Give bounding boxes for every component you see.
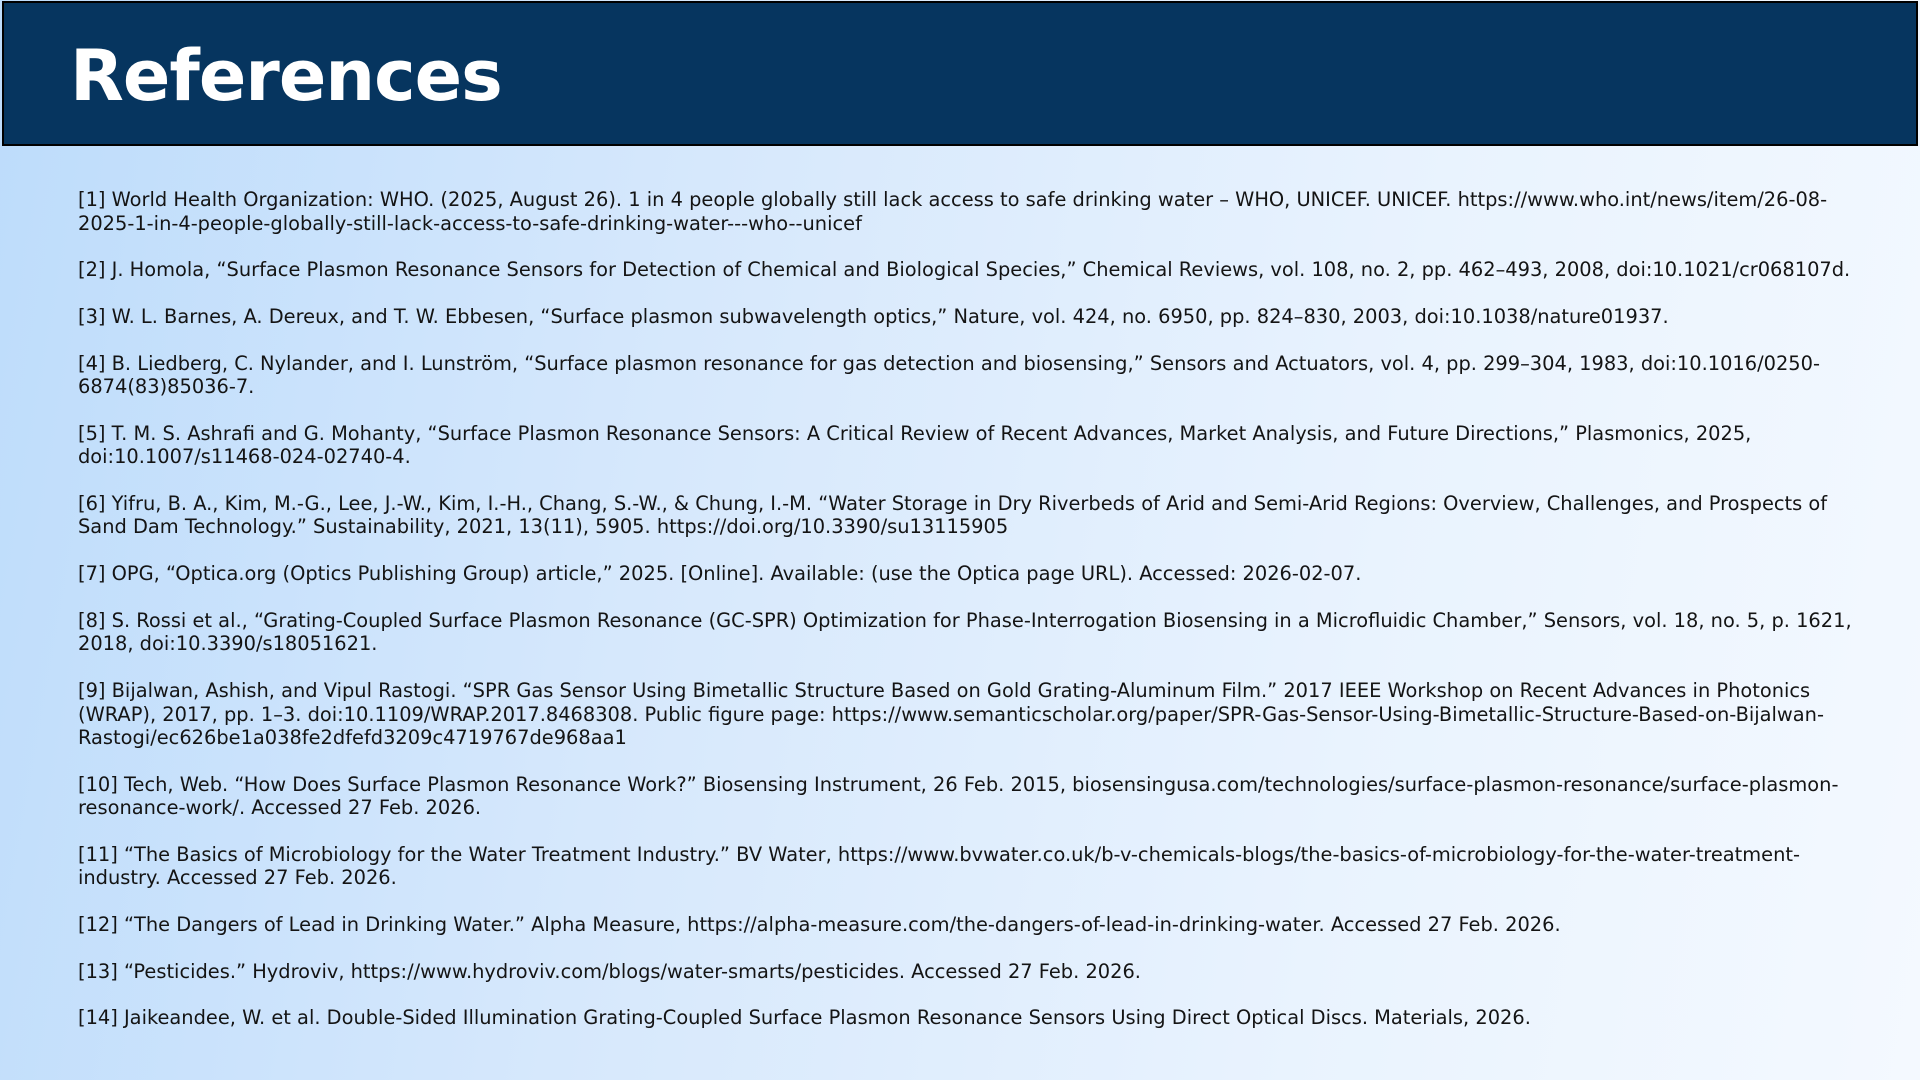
reference-item-14: [14] Jaikeandee, W. et al. Double-Sided Illumination Grating-Coupled Surface Plasmon Resonance Sensors Using Direct Optical Discs. Materials, 2026. xyxy=(78,1006,1531,1030)
page-title: References xyxy=(70,35,502,117)
reference-item-1: [1] World Health Organization: WHO. (2025, August 26). 1 in 4 people globally still lack access to safe drinking water – WHO, UNICEF. UNICEF. https://www.who.int/news/item/26-08-2025-1-in-4-people-globally-still-lack-access-to-safe-drinking-water---who--unicef xyxy=(78,188,1828,235)
reference-item-8: [8] S. Rossi et al., “Grating-Coupled Surface Plasmon Resonance (GC-SPR) Optimization for Phase-Interrogation Biosensing in a Microfluidic Chamber,” Sensors, vol. 18, no. 5, p. 1621, 2018, doi:10.3390/s18051621. xyxy=(78,608,1852,656)
reference-item-9: [9] Bijalwan, Ashish, and Vipul Rastogi. “SPR Gas Sensor Using Bimetallic Structure Based on Gold Grating-Aluminum Film.” 2017 IEEE Workshop on Recent Advances in Photonics (WRAP), 2017, pp. 1–3. doi:10.1109/WRAP.2017.8468308. Public figure page: https://www.semanticscholar.org/paper/SPR-Gas-Sensor-Using-Bimetallic-Structure-Based-on-Bijalwan-Rastogi/ec626be1a038fe2dfefd3209c4719767de968aa1 xyxy=(78,679,1824,749)
reference-item-11: [11] “The Basics of Microbiology for the Water Treatment Industry.” BV Water, https://www.bvwater.co.uk/b-v-chemicals-blogs/the-basics-of-microbiology-for-the-water-treatment-industry. Accessed 27 Feb. 2026. xyxy=(78,842,1800,890)
title-banner xyxy=(2,1,1918,146)
reference-item-12: [12] “The Dangers of Lead in Drinking Water.” Alpha Measure, https://alpha-measure.com/the-dangers-of-lead-in-drinking-water. Accessed 27 Feb. 2026. xyxy=(78,913,1561,937)
reference-item-7: [7] OPG, “Optica.org (Optics Publishing Group) article,” 2025. [Online]. Available: (use the Optica page URL). Accessed: 2026-02-07. xyxy=(78,562,1362,586)
reference-item-3: [3] W. L. Barnes, A. Dereux, and T. W. Ebbesen, “Surface plasmon subwavelength optics,” Nature, vol. 424, no. 6950, pp. 824–830, 2003, doi:10.1038/nature01937. xyxy=(78,304,1669,328)
reference-list xyxy=(78,188,1868,1053)
reference-item-4: [4] B. Liedberg, C. Nylander, and I. Lunström, “Surface plasmon resonance for gas detection and biosensing,” Sensors and Actuators, vol. 4, pp. 299–304, 1983, doi:10.1016/0250-6874(83)85036-7. xyxy=(78,351,1820,399)
reference-item-2: [2] J. Homola, “Surface Plasmon Resonance Sensors for Detection of Chemical and Biological Species,” Chemical Reviews, vol. 108, no. 2, pp. 462–493, 2008, doi:10.1021/cr068107d. xyxy=(78,258,1851,282)
reference-item-5: [5] T. M. S. Ashrafi and G. Mohanty, “Surface Plasmon Resonance Sensors: A Critical Review of Recent Advances, Market Analysis, and Future Directions,” Plasmonics, 2025, doi:10.1007/s11468-024-02740-4. xyxy=(78,421,1752,469)
reference-item-10: [10] Tech, Web. “How Does Surface Plasmon Resonance Work?” Biosensing Instrument, 26 Feb. 2015, biosensingusa.com/technologies/surface-plasmon-resonance/surface-plasmon-resonance-work/. Accessed 27 Feb. 2026. xyxy=(78,772,1839,820)
reference-item-6: [6] Yifru, B. A., Kim, M.-G., Lee, J.-W., Kim, I.-H., Chang, S.-W., & Chung, I.-M. “Water Storage in Dry Riverbeds of Arid and Semi-Arid Regions: Overview, Challenges, and Prospects of Sand Dam Technology.” Sustainability, 2021, 13(11), 5905. https://doi.org/10.3390/su13115905 xyxy=(78,491,1828,539)
reference-item-13: [13] “Pesticides.” Hydroviv, https://www.hydroviv.com/blogs/water-smarts/pesticides. Accessed 27 Feb. 2026. xyxy=(78,959,1141,983)
